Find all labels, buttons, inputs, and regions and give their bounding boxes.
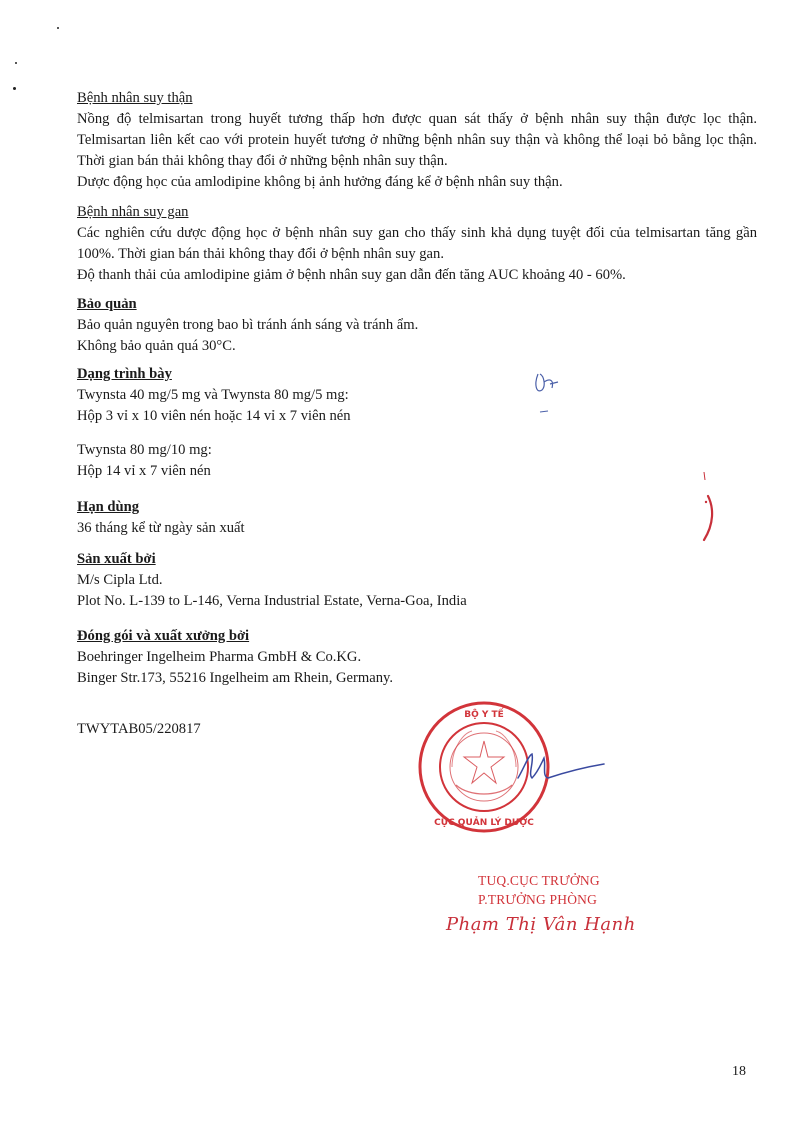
signer-name: Phạm Thị Vân Hạnh: [446, 914, 636, 935]
manufacturer-line-2: Plot No. L-139 to L-146, Verna Industrial Estate, Verna-Goa, India: [77, 593, 467, 609]
shelf-life-heading: Hạn dùng: [77, 499, 140, 515]
storage-line-1: Bảo quản nguyên trong bao bì tránh ánh sáng và tránh ẩm.: [77, 317, 419, 333]
shelf-life-line-1: 36 tháng kể từ ngày sản xuất: [77, 520, 245, 536]
approval-title-2: P.TRƯỞNG PHÒNG: [478, 892, 598, 907]
svg-text:BỘ Y TẾ: BỘ Y TẾ: [464, 710, 504, 720]
packager-line-2: Binger Str.173, 55216 Ingelheim am Rhein, Germany.: [77, 670, 394, 686]
scan-speck: [15, 62, 17, 64]
manufacturer-line-1: M/s Cipla Ltd.: [77, 572, 163, 588]
storage-heading: Bảo quản: [77, 296, 137, 312]
manufacturer-section: [77, 549, 757, 612]
presentation-heading: Dạng trình bày: [77, 366, 172, 382]
approval-title-1: TUQ.CỤC TRƯỞNG: [478, 873, 600, 888]
presentation-section: [77, 364, 757, 482]
manufacturer-heading: Sản xuất bởi: [77, 551, 156, 567]
presentation-line-3: Twynsta 80 mg/10 mg:: [77, 442, 212, 458]
renal-paragraph-2: Dược động học của amlodipine không bị ảnh hưởng đáng kể ở bệnh nhân suy thận.: [77, 174, 563, 190]
hepatic-paragraph-2: Độ thanh thải của amlodipine giảm ở bệnh nhân suy gan dẫn đến tăng AUC khoảng 40 - 60%.: [77, 267, 626, 283]
handwritten-initial-mark: [528, 368, 568, 416]
signature-scribble: [510, 748, 610, 788]
renal-paragraph-1: Nồng độ telmisartan trong huyết tương thấp hơn được quan sát thấy ở bệnh nhân suy thận được lọc thận. Telmisartan liên kết cao với protein huyết tương ở những bệnh nhân suy thận và không thể loại bỏ bằng lọc thận. Thời gian bán thải không thay đổi ở những bệnh nhân suy thận.: [77, 111, 757, 169]
hepatic-section: [77, 202, 757, 286]
packager-line-1: Boehringer Ingelheim Pharma GmbH & Co.KG.: [77, 649, 362, 665]
storage-section: [77, 294, 757, 357]
presentation-line-1: Twynsta 40 mg/5 mg và Twynsta 80 mg/5 mg:: [77, 387, 349, 403]
hepatic-heading: Bệnh nhân suy gan: [77, 204, 189, 220]
renal-heading: Bệnh nhân suy thận: [77, 90, 193, 106]
shelf-life-section: [77, 497, 757, 539]
packager-heading: Đóng gói và xuất xưởng bởi: [77, 628, 250, 644]
document-code-text: TWYTAB05/220817: [77, 721, 201, 737]
presentation-line-4: Hộp 14 vỉ x 7 viên nén: [77, 463, 211, 479]
presentation-line-2: Hộp 3 vỉ x 10 viên nén hoặc 14 vỉ x 7 viên nén: [77, 408, 351, 424]
page-number: 18: [732, 1064, 746, 1079]
scan-speck: [57, 27, 59, 29]
hepatic-paragraph-1: Các nghiên cứu dược động học ở bệnh nhân suy gan cho thấy sinh khả dụng tuyệt đối của telmisartan tăng gần 100%. Thời gian bán thải không thay đổi ở bệnh nhân suy gan.: [77, 225, 757, 262]
packager-section: [77, 626, 757, 689]
svg-text:CỤC QUẢN LÝ DƯỢC: CỤC QUẢN LÝ DƯỢC: [434, 818, 534, 828]
red-margin-mark: [696, 468, 720, 548]
scan-speck: [13, 87, 16, 90]
renal-section: [77, 88, 757, 193]
storage-line-2: Không bảo quản quá 30°C.: [77, 338, 236, 354]
